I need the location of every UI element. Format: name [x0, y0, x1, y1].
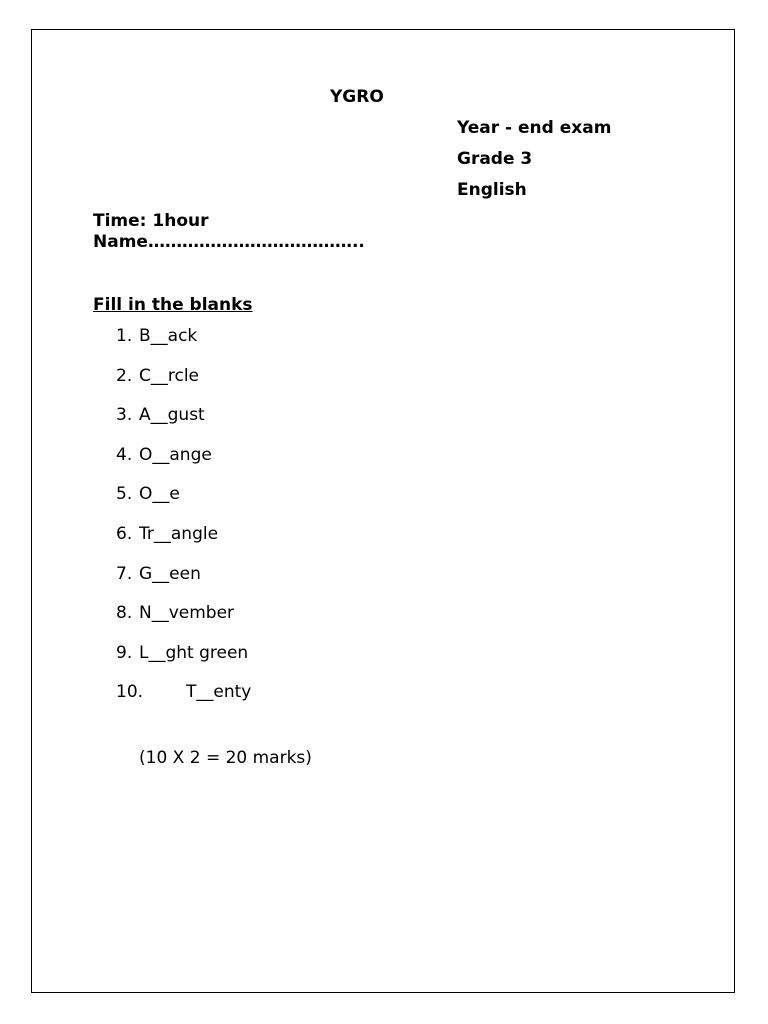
item-text: A__gust: [139, 405, 205, 425]
item-text: T__enty: [186, 682, 252, 702]
subject-label: English: [457, 180, 527, 200]
school-name: YGRO: [330, 87, 384, 107]
grade-label: Grade 3: [457, 149, 533, 169]
item-text: G__een: [139, 564, 201, 584]
item-number: 6.: [116, 524, 133, 544]
exam-title: Year - end exam: [457, 118, 612, 138]
item-number: 4.: [116, 445, 133, 465]
item-number: 5.: [116, 484, 133, 504]
item-text: L__ght green: [139, 643, 249, 663]
item-number: 7.: [116, 564, 133, 584]
item-text: O__e: [139, 484, 180, 504]
item-number: 3.: [116, 405, 133, 425]
item-text: O__ange: [139, 445, 212, 465]
item-text: C__rcle: [139, 366, 200, 386]
marks-note: (10 X 2 = 20 marks): [139, 748, 312, 768]
item-number: 8.: [116, 603, 133, 623]
item-text: B__ack: [139, 326, 198, 346]
item-text: Tr__angle: [139, 524, 219, 544]
time-label: Time: 1hour: [93, 211, 209, 231]
item-number: 10.: [116, 682, 144, 702]
item-number: 9.: [116, 643, 133, 663]
page-border: [31, 29, 735, 993]
section-title: Fill in the blanks: [93, 295, 253, 315]
item-number: 1.: [116, 326, 133, 346]
item-text: N__vember: [139, 603, 235, 623]
item-number: 2.: [116, 366, 133, 386]
name-line: Name………………………………..: [93, 232, 365, 252]
